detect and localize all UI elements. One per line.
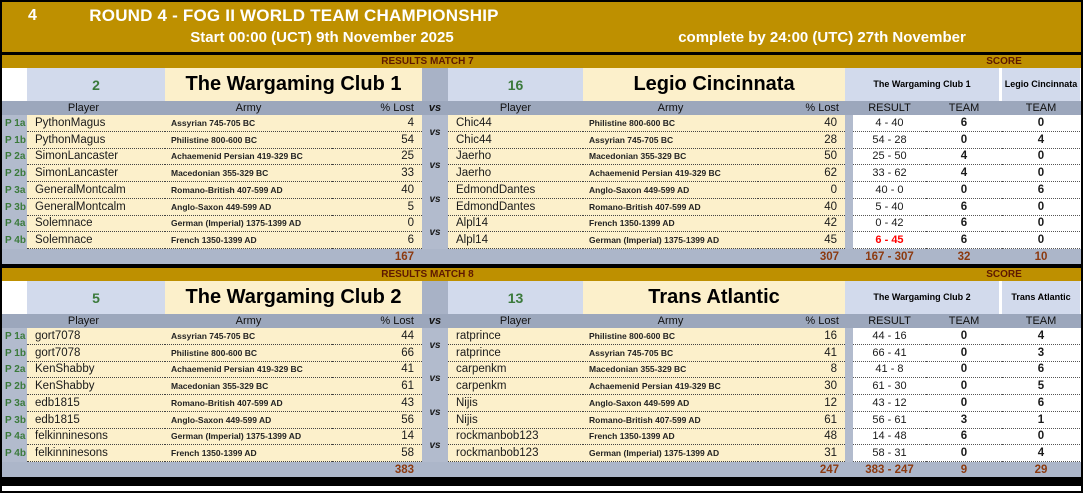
vs-label: vs bbox=[429, 373, 441, 385]
spacer-cell bbox=[845, 429, 853, 446]
team2-player: carpenkm bbox=[448, 362, 583, 379]
team2-pct-lost: 31 bbox=[758, 445, 845, 462]
game-row bbox=[2, 378, 1081, 395]
player-column-header: Player bbox=[499, 315, 532, 327]
game-row bbox=[2, 362, 1081, 385]
pct-lost-column-header: % Lost bbox=[380, 315, 414, 327]
game-row bbox=[2, 445, 1081, 462]
game-row bbox=[2, 232, 1081, 249]
team1-pct-lost: 40 bbox=[332, 182, 422, 199]
game-result: 58 - 31 bbox=[853, 445, 926, 462]
team2-game-score: 0 bbox=[1002, 149, 1080, 166]
spacer-total-cell bbox=[845, 249, 853, 264]
game-result: 4 - 40 bbox=[853, 115, 926, 132]
match-section bbox=[2, 264, 1081, 477]
spacer-cell bbox=[845, 216, 853, 233]
team2-army: Assyrian 745-705 BC bbox=[583, 132, 758, 149]
team1-pct-lost: 14 bbox=[332, 429, 422, 446]
team2-game-score: 4 bbox=[1002, 132, 1080, 149]
score-label: SCORE bbox=[986, 56, 1022, 67]
team2-pct-lost: 40 bbox=[758, 115, 845, 132]
pairing-slot: P 3a bbox=[2, 182, 27, 199]
team1-army: Anglo-Saxon 449-599 AD bbox=[165, 199, 332, 216]
team1-game-score: 3 bbox=[926, 412, 1002, 429]
start-datetime: Start 00:00 (UCT) 9th November 2025 bbox=[190, 29, 454, 46]
game-result: 43 - 12 bbox=[853, 395, 926, 412]
game-result: 61 - 30 bbox=[853, 378, 926, 395]
spacer-cell bbox=[845, 115, 853, 132]
pairing-slot: P 4a bbox=[2, 216, 27, 233]
total-result: 167 - 307 bbox=[865, 250, 914, 263]
blank-total-cell bbox=[2, 462, 332, 477]
team2-game-score: 5 bbox=[1002, 378, 1080, 395]
vs-cell bbox=[422, 429, 448, 452]
team1-game-score: 0 bbox=[926, 378, 1002, 395]
team1-pct-lost: 6 bbox=[332, 232, 422, 249]
player-column-header: Player bbox=[499, 102, 532, 114]
column-header-row bbox=[2, 314, 1081, 328]
team1-game-score: 0 bbox=[926, 395, 1002, 412]
blank-total-cell bbox=[448, 249, 758, 264]
team2-game-score: 0 bbox=[1002, 115, 1080, 132]
team1-total-pct-lost: 167 bbox=[394, 250, 414, 263]
team1-army: Philistine 800-600 BC bbox=[165, 132, 332, 149]
spacer-cell bbox=[845, 345, 853, 362]
games-rows bbox=[2, 328, 1081, 462]
game-result: 25 - 50 bbox=[853, 149, 926, 166]
team1-player: KenShabby bbox=[27, 362, 165, 379]
blank-total-cell bbox=[448, 462, 758, 477]
championship-title: ROUND 4 - FOG II WORLD TEAM CHAMPIONSHIP bbox=[89, 6, 499, 25]
result-column-header: RESULT bbox=[868, 315, 911, 327]
vs-label: vs bbox=[429, 160, 441, 172]
match-banner-label: RESULTS MATCH 8 bbox=[381, 269, 474, 280]
army-column-header: Army bbox=[657, 102, 684, 114]
deadline-datetime: complete by 24:00 (UTC) 27th November bbox=[678, 29, 966, 46]
team1-player: Solemnace bbox=[27, 216, 165, 233]
team2-army: French 1350-1399 AD bbox=[583, 429, 758, 446]
team2-game-score: 0 bbox=[1002, 216, 1080, 233]
vs-cell bbox=[422, 362, 448, 385]
team2-player: EdmondDantes bbox=[448, 182, 583, 199]
game-row bbox=[2, 345, 1081, 362]
team1-pct-lost: 58 bbox=[332, 445, 422, 462]
spacer-cell bbox=[845, 395, 853, 412]
match-section bbox=[2, 55, 1081, 264]
team1-pct-lost: 41 bbox=[332, 362, 422, 379]
team2-pct-lost: 48 bbox=[758, 429, 845, 446]
pairing-slot: P 2b bbox=[2, 165, 27, 182]
game-row bbox=[2, 429, 1081, 452]
score-header-team1: The Wargaming Club 1 bbox=[845, 68, 1002, 101]
vs-cell bbox=[422, 395, 448, 418]
team1-player: GeneralMontcalm bbox=[27, 199, 165, 216]
pairing-slot: P 2a bbox=[2, 362, 27, 379]
spacer-cell bbox=[845, 328, 853, 345]
vs-label: vs bbox=[429, 193, 441, 205]
team1-game-score: 4 bbox=[926, 165, 1002, 182]
blank-corner-cell bbox=[2, 68, 27, 101]
team1-name: The Wargaming Club 1 bbox=[165, 68, 422, 101]
team1-ranking: 5 bbox=[27, 281, 165, 314]
team2-army: French 1350-1399 AD bbox=[583, 216, 758, 233]
pairing-slot: P 3a bbox=[2, 395, 27, 412]
team1-player: SimonLancaster bbox=[27, 149, 165, 166]
pairing-slot: P 1a bbox=[2, 328, 27, 345]
game-result: 40 - 0 bbox=[853, 182, 926, 199]
pairing-slot: P 1b bbox=[2, 345, 27, 362]
team1-game-score: 6 bbox=[926, 115, 1002, 132]
team2-player: EdmondDantes bbox=[448, 199, 583, 216]
team2-game-score: 0 bbox=[1002, 429, 1080, 446]
team1-army: Achaemenid Persian 419-329 BC bbox=[165, 362, 332, 379]
team2-army: German (Imperial) 1375-1399 AD bbox=[583, 445, 758, 462]
team2-player: ratprince bbox=[448, 345, 583, 362]
game-result: 6 - 45 bbox=[853, 232, 926, 249]
vs-column-header: vs bbox=[428, 102, 442, 114]
game-row bbox=[2, 182, 1081, 205]
team1-pct-lost: 4 bbox=[332, 115, 422, 132]
game-row bbox=[2, 115, 1081, 138]
vs-gap-cell bbox=[422, 68, 448, 101]
game-row bbox=[2, 412, 1081, 429]
game-result: 54 - 28 bbox=[853, 132, 926, 149]
team2-total-score: 10 bbox=[1034, 250, 1048, 263]
team2-pct-lost: 28 bbox=[758, 132, 845, 149]
team2-pct-lost: 16 bbox=[758, 328, 845, 345]
pairing-slot: P 4a bbox=[2, 429, 27, 446]
pct-lost-column-header: % Lost bbox=[805, 315, 839, 327]
team1-player: edb1815 bbox=[27, 395, 165, 412]
team1-army: German (Imperial) 1375-1399 AD bbox=[165, 216, 332, 233]
team2-army: Anglo-Saxon 449-599 AD bbox=[583, 395, 758, 412]
team2-player: rockmanbob123 bbox=[448, 445, 583, 462]
team1-game-score: 4 bbox=[926, 149, 1002, 166]
team1-pct-lost: 54 bbox=[332, 132, 422, 149]
team2-game-score: 6 bbox=[1002, 362, 1080, 379]
spacer-header-cell bbox=[845, 101, 853, 115]
team1-pct-lost: 0 bbox=[332, 216, 422, 233]
game-result: 44 - 16 bbox=[853, 328, 926, 345]
team-header-row bbox=[2, 281, 1081, 314]
spacer-cell bbox=[845, 149, 853, 166]
pct-lost-column-header: % Lost bbox=[805, 102, 839, 114]
team1-player: gort7078 bbox=[27, 345, 165, 362]
team2-pct-lost: 50 bbox=[758, 149, 845, 166]
team2-ranking: 16 bbox=[448, 68, 583, 101]
game-result: 14 - 48 bbox=[853, 429, 926, 446]
team2-player: ratprince bbox=[448, 328, 583, 345]
spacer-cell bbox=[845, 165, 853, 182]
team1-pct-lost: 33 bbox=[332, 165, 422, 182]
result-column-header: RESULT bbox=[868, 102, 911, 114]
team2-game-score: 6 bbox=[1002, 182, 1080, 199]
score-label: SCORE bbox=[986, 269, 1022, 280]
team1-game-score: 0 bbox=[926, 362, 1002, 379]
game-result: 66 - 41 bbox=[853, 345, 926, 362]
pairing-slot: P 4b bbox=[2, 232, 27, 249]
team1-score-column-header: TEAM bbox=[948, 315, 980, 327]
team1-player: edb1815 bbox=[27, 412, 165, 429]
score-header-team1: The Wargaming Club 2 bbox=[845, 281, 1002, 314]
team2-game-score: 4 bbox=[1002, 328, 1080, 345]
team1-score-column-header: TEAM bbox=[948, 102, 980, 114]
team1-pct-lost: 56 bbox=[332, 412, 422, 429]
pairing-slot: P 1a bbox=[2, 115, 27, 132]
team2-army: Achaemenid Persian 419-329 BC bbox=[583, 165, 758, 182]
vs-cell bbox=[422, 182, 448, 205]
spacer-cell bbox=[845, 132, 853, 149]
team2-army: Achaemenid Persian 419-329 BC bbox=[583, 378, 758, 395]
team1-total-score: 32 bbox=[957, 250, 971, 263]
team1-pct-lost: 66 bbox=[332, 345, 422, 362]
team2-army: Romano-British 407-599 AD bbox=[583, 199, 758, 216]
pct-lost-column-header: % Lost bbox=[380, 102, 414, 114]
team1-pct-lost: 5 bbox=[332, 199, 422, 216]
team2-pct-lost: 42 bbox=[758, 216, 845, 233]
team1-pct-lost: 43 bbox=[332, 395, 422, 412]
team1-army: Macedonian 355-329 BC bbox=[165, 165, 332, 182]
match-banner bbox=[2, 268, 1081, 281]
team2-player: Alpl14 bbox=[448, 232, 583, 249]
team2-player: Nijis bbox=[448, 395, 583, 412]
game-row bbox=[2, 165, 1081, 182]
blank-total-cell bbox=[2, 249, 332, 264]
team1-player: KenShabby bbox=[27, 378, 165, 395]
spacer-cell bbox=[845, 199, 853, 216]
team2-army: Assyrian 745-705 BC bbox=[583, 345, 758, 362]
pairing-slot: P 3b bbox=[2, 412, 27, 429]
army-column-header: Army bbox=[235, 315, 262, 327]
pairing-slot: P 3b bbox=[2, 199, 27, 216]
team2-pct-lost: 41 bbox=[758, 345, 845, 362]
team2-game-score: 0 bbox=[1002, 232, 1080, 249]
pairing-slot: P 2b bbox=[2, 378, 27, 395]
team1-player: felkinninesons bbox=[27, 429, 165, 446]
team1-player: PythonMagus bbox=[27, 132, 165, 149]
match-banner-label: RESULTS MATCH 7 bbox=[381, 56, 474, 67]
team1-game-score: 0 bbox=[926, 345, 1002, 362]
vs-cell bbox=[422, 328, 448, 351]
score-header-team2: Legio Cincinnata bbox=[1002, 68, 1080, 101]
team2-army: Philistine 800-600 BC bbox=[583, 328, 758, 345]
team2-player: Chic44 bbox=[448, 115, 583, 132]
match-banner bbox=[2, 55, 1081, 68]
team1-pct-lost: 44 bbox=[332, 328, 422, 345]
team2-pct-lost: 8 bbox=[758, 362, 845, 379]
team2-total-pct-lost: 307 bbox=[819, 250, 839, 263]
total-result: 383 - 247 bbox=[865, 463, 914, 476]
team2-game-score: 0 bbox=[1002, 165, 1080, 182]
team2-army: Macedonian 355-329 BC bbox=[583, 362, 758, 379]
team1-game-score: 6 bbox=[926, 429, 1002, 446]
game-row bbox=[2, 132, 1081, 149]
round-number: 4 bbox=[28, 7, 37, 24]
team2-score-column-header: TEAM bbox=[1025, 102, 1057, 114]
team2-pct-lost: 12 bbox=[758, 395, 845, 412]
spacer-cell bbox=[845, 378, 853, 395]
team2-player: Chic44 bbox=[448, 132, 583, 149]
totals-row bbox=[2, 462, 1081, 477]
blank-corner-cell bbox=[2, 281, 27, 314]
round-header bbox=[2, 2, 1081, 55]
game-row bbox=[2, 328, 1081, 351]
team1-total-score: 9 bbox=[960, 463, 968, 476]
spacer-cell bbox=[845, 445, 853, 462]
team1-total-pct-lost: 383 bbox=[394, 463, 414, 476]
column-header-row bbox=[2, 101, 1081, 115]
vs-cell bbox=[422, 149, 448, 172]
team1-army: French 1350-1399 AD bbox=[165, 445, 332, 462]
spacer-cell bbox=[845, 412, 853, 429]
vs-column-header: vs bbox=[428, 315, 442, 327]
pairing-slot: P 2a bbox=[2, 149, 27, 166]
spacer-header-cell bbox=[845, 314, 853, 328]
team2-pct-lost: 61 bbox=[758, 412, 845, 429]
army-column-header: Army bbox=[657, 315, 684, 327]
team2-player: Jaerho bbox=[448, 149, 583, 166]
team2-name: Trans Atlantic bbox=[583, 281, 845, 314]
team1-army: French 1350-1399 AD bbox=[165, 232, 332, 249]
blank-vs-cell bbox=[422, 462, 448, 477]
game-row bbox=[2, 216, 1081, 239]
team1-army: Romano-British 407-599 AD bbox=[165, 182, 332, 199]
team2-total-pct-lost: 247 bbox=[819, 463, 839, 476]
team1-army: Philistine 800-600 BC bbox=[165, 345, 332, 362]
team1-player: gort7078 bbox=[27, 328, 165, 345]
vs-label: vs bbox=[429, 227, 441, 239]
vs-label: vs bbox=[429, 126, 441, 138]
player-column-header: Player bbox=[67, 315, 100, 327]
vs-cell bbox=[422, 115, 448, 138]
game-row bbox=[2, 395, 1081, 418]
team1-army: Romano-British 407-599 AD bbox=[165, 395, 332, 412]
team2-pct-lost: 40 bbox=[758, 199, 845, 216]
team1-army: Anglo-Saxon 449-599 AD bbox=[165, 412, 332, 429]
vs-gap-cell bbox=[422, 281, 448, 314]
team2-army: German (Imperial) 1375-1399 AD bbox=[583, 232, 758, 249]
spacer-cell bbox=[845, 232, 853, 249]
team1-player: PythonMagus bbox=[27, 115, 165, 132]
pairing-slot: P 4b bbox=[2, 445, 27, 462]
game-row bbox=[2, 199, 1081, 216]
team2-pct-lost: 30 bbox=[758, 378, 845, 395]
game-row bbox=[2, 149, 1081, 172]
team1-army: German (Imperial) 1375-1399 AD bbox=[165, 429, 332, 446]
team2-score-column-header: TEAM bbox=[1025, 315, 1057, 327]
team1-player: SimonLancaster bbox=[27, 165, 165, 182]
game-result: 33 - 62 bbox=[853, 165, 926, 182]
bottom-border-bar bbox=[2, 477, 1081, 486]
army-column-header: Army bbox=[235, 102, 262, 114]
team1-pct-lost: 61 bbox=[332, 378, 422, 395]
player-column-header: Player bbox=[67, 102, 100, 114]
vs-label: vs bbox=[429, 406, 441, 418]
vs-label: vs bbox=[429, 339, 441, 351]
team1-player: felkinninesons bbox=[27, 445, 165, 462]
team1-game-score: 0 bbox=[926, 182, 1002, 199]
team2-player: Jaerho bbox=[448, 165, 583, 182]
team2-player: Nijis bbox=[448, 412, 583, 429]
team1-game-score: 0 bbox=[926, 328, 1002, 345]
team1-army: Macedonian 355-329 BC bbox=[165, 378, 332, 395]
team2-pct-lost: 0 bbox=[758, 182, 845, 199]
team2-player: rockmanbob123 bbox=[448, 429, 583, 446]
team1-game-score: 6 bbox=[926, 199, 1002, 216]
game-result: 56 - 61 bbox=[853, 412, 926, 429]
team-header-row bbox=[2, 68, 1081, 101]
team2-game-score: 4 bbox=[1002, 445, 1080, 462]
team2-name: Legio Cincinnata bbox=[583, 68, 845, 101]
team2-pct-lost: 45 bbox=[758, 232, 845, 249]
game-result: 5 - 40 bbox=[853, 199, 926, 216]
blank-vs-cell bbox=[422, 249, 448, 264]
team1-game-score: 0 bbox=[926, 445, 1002, 462]
totals-row bbox=[2, 249, 1081, 264]
team1-game-score: 6 bbox=[926, 232, 1002, 249]
team2-player: Alpl14 bbox=[448, 216, 583, 233]
pairing-slot: P 1b bbox=[2, 132, 27, 149]
spacer-cell bbox=[845, 182, 853, 199]
spacer-cell bbox=[845, 362, 853, 379]
team1-player: Solemnace bbox=[27, 232, 165, 249]
team1-game-score: 6 bbox=[926, 216, 1002, 233]
team2-ranking: 13 bbox=[448, 281, 583, 314]
team1-player: GeneralMontcalm bbox=[27, 182, 165, 199]
team1-name: The Wargaming Club 2 bbox=[165, 281, 422, 314]
games-rows bbox=[2, 115, 1081, 249]
vs-label: vs bbox=[429, 440, 441, 452]
team1-pct-lost: 25 bbox=[332, 149, 422, 166]
matches-container bbox=[2, 55, 1081, 477]
team1-army: Assyrian 745-705 BC bbox=[165, 115, 332, 132]
team1-army: Assyrian 745-705 BC bbox=[165, 328, 332, 345]
team2-game-score: 0 bbox=[1002, 199, 1080, 216]
game-result: 41 - 8 bbox=[853, 362, 926, 379]
team1-game-score: 0 bbox=[926, 132, 1002, 149]
game-result: 0 - 42 bbox=[853, 216, 926, 233]
team2-army: Philistine 800-600 BC bbox=[583, 115, 758, 132]
team2-army: Romano-British 407-599 AD bbox=[583, 412, 758, 429]
team2-player: carpenkm bbox=[448, 378, 583, 395]
team2-army: Anglo-Saxon 449-599 AD bbox=[583, 182, 758, 199]
team1-ranking: 2 bbox=[27, 68, 165, 101]
team2-army: Macedonian 355-329 BC bbox=[583, 149, 758, 166]
team2-game-score: 3 bbox=[1002, 345, 1080, 362]
team2-total-score: 29 bbox=[1034, 463, 1048, 476]
spacer-total-cell bbox=[845, 462, 853, 477]
team1-army: Achaemenid Persian 419-329 BC bbox=[165, 149, 332, 166]
vs-cell bbox=[422, 216, 448, 239]
team2-game-score: 6 bbox=[1002, 395, 1080, 412]
score-header-team2: Trans Atlantic bbox=[1002, 281, 1080, 314]
team2-game-score: 1 bbox=[1002, 412, 1080, 429]
team2-pct-lost: 62 bbox=[758, 165, 845, 182]
